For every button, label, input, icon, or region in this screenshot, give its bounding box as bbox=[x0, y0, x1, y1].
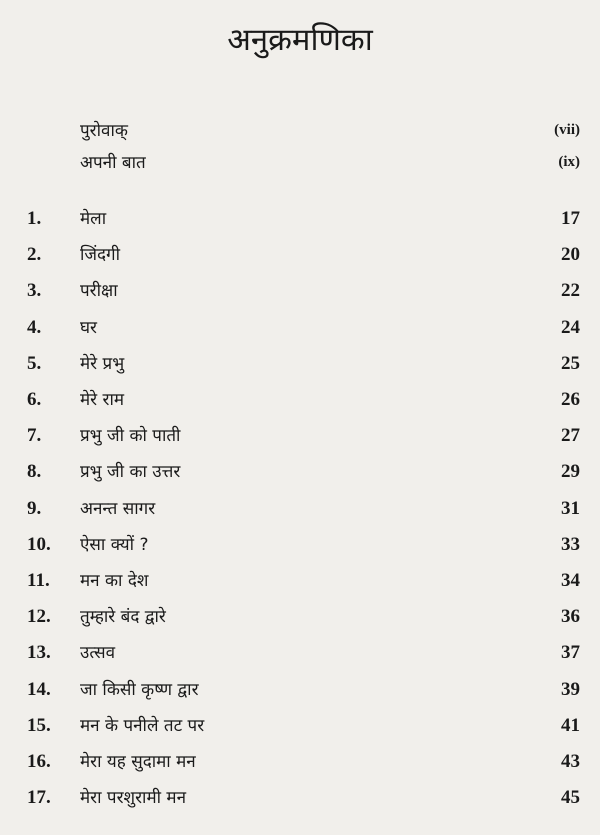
toc-entry bbox=[0, 711, 600, 741]
toc-label: मन का देश bbox=[80, 571, 149, 591]
toc-entry bbox=[0, 421, 600, 451]
toc-label: ऐसा क्यों ? bbox=[80, 534, 149, 555]
toc-page: 22 bbox=[561, 280, 580, 302]
toc-number: 17. bbox=[27, 787, 51, 809]
toc-entry bbox=[0, 783, 600, 813]
toc-page: 17 bbox=[561, 208, 580, 229]
toc-entry bbox=[0, 530, 600, 560]
toc-page: 41 bbox=[561, 714, 580, 736]
toc-entry bbox=[0, 566, 600, 596]
toc-label: प्रभु जी का उत्तर bbox=[80, 462, 181, 483]
toc-number: 14. bbox=[27, 678, 51, 700]
toc-number: 13. bbox=[27, 642, 51, 664]
toc-label: मेरा परशुरामी मन bbox=[80, 788, 187, 809]
toc-entry bbox=[0, 457, 600, 487]
toc-number: 5. bbox=[27, 352, 42, 374]
toc-entry bbox=[0, 638, 600, 668]
toc-label: उत्सव bbox=[80, 643, 116, 664]
toc-page: 39 bbox=[561, 678, 580, 700]
toc-label: जा किसी कृष्ण द्वार bbox=[80, 679, 199, 700]
toc-number: 1. bbox=[27, 208, 42, 229]
toc-front-matter-item bbox=[0, 148, 600, 178]
toc-label: घर bbox=[80, 317, 97, 338]
toc-front-matter-item bbox=[0, 116, 600, 146]
toc-number: 16. bbox=[27, 751, 51, 772]
toc-label: मेरा यह सुदामा मन bbox=[80, 752, 196, 772]
toc-page: 45 bbox=[561, 787, 580, 809]
toc-entry bbox=[0, 240, 600, 270]
toc-entry bbox=[0, 313, 600, 343]
toc-number: 4. bbox=[27, 316, 42, 338]
toc-label: मेला bbox=[80, 209, 107, 229]
toc-number: 7. bbox=[27, 425, 42, 447]
toc-entry bbox=[0, 747, 600, 777]
toc-page: 33 bbox=[561, 533, 580, 555]
toc-label: मन के पनीले तट पर bbox=[80, 715, 205, 736]
toc-entry bbox=[0, 204, 600, 234]
toc-label: परीक्षा bbox=[80, 281, 118, 302]
toc-page: 34 bbox=[561, 570, 580, 591]
toc-number: 15. bbox=[27, 714, 51, 736]
toc-label: मेरे राम bbox=[80, 390, 125, 410]
toc-number: 9. bbox=[27, 497, 42, 519]
toc-number: 2. bbox=[27, 244, 42, 266]
toc-number: 11. bbox=[27, 570, 50, 591]
toc-number: 10. bbox=[27, 533, 51, 555]
toc-label: प्रभु जी को पाती bbox=[80, 426, 181, 447]
toc-entry bbox=[0, 349, 600, 379]
toc-entry bbox=[0, 602, 600, 632]
toc-page: 25 bbox=[561, 352, 580, 374]
page-title: अनुक्रमणिका bbox=[227, 22, 373, 58]
toc-number: 12. bbox=[27, 606, 51, 628]
toc-page: 37 bbox=[561, 642, 580, 664]
toc-label: मेरे प्रभु bbox=[80, 353, 125, 374]
toc-label: अनन्त सागर bbox=[80, 498, 156, 519]
toc-label: पुरोवाक् bbox=[80, 121, 128, 141]
toc-number: 6. bbox=[27, 389, 42, 410]
toc-page: 24 bbox=[561, 316, 580, 338]
toc-label: अपनी बात bbox=[80, 153, 146, 173]
toc-page: 26 bbox=[561, 389, 580, 410]
toc-entry bbox=[0, 494, 600, 524]
toc-entry bbox=[0, 675, 600, 705]
toc-page: 20 bbox=[561, 244, 580, 266]
toc-page: (ix) bbox=[558, 154, 580, 170]
toc-label: जिंदगी bbox=[80, 245, 121, 266]
toc-label: तुम्हारे बंद द्वारे bbox=[80, 607, 166, 628]
toc-number: 8. bbox=[27, 461, 42, 483]
toc-page: (vii) bbox=[554, 122, 580, 138]
toc-page: 43 bbox=[561, 751, 580, 772]
toc-entry bbox=[0, 276, 600, 306]
toc-page: 29 bbox=[561, 461, 580, 483]
toc-page: 27 bbox=[561, 425, 580, 447]
toc-entry bbox=[0, 385, 600, 415]
toc-page: 36 bbox=[561, 606, 580, 628]
toc-page: 31 bbox=[561, 497, 580, 519]
toc-number: 3. bbox=[27, 280, 42, 302]
